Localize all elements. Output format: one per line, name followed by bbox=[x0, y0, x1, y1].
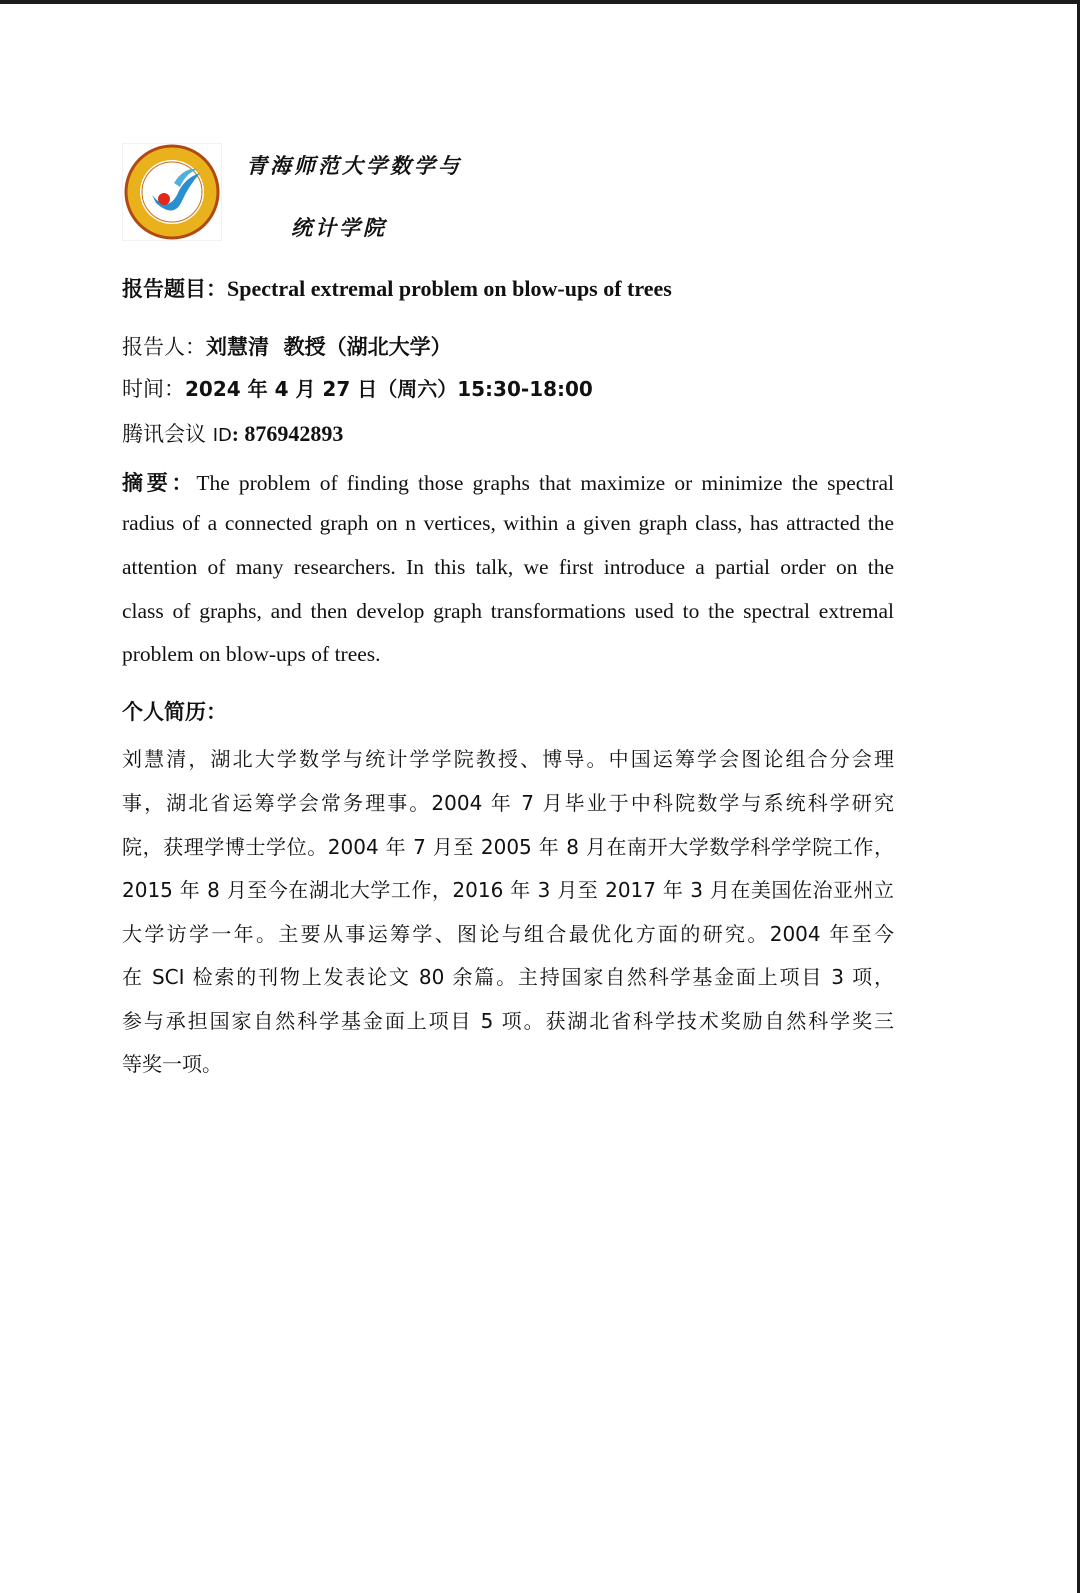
top-border bbox=[0, 0, 1080, 4]
bio-line: 院，获理学博士学位。2004 年 7 月至 2005 年 8 月在南开大学数学科学学院工作， bbox=[122, 835, 894, 859]
abstract-line: class of graphs, and then develop graph transformations used to the spectral extremal bbox=[122, 599, 894, 623]
talk-title-value: Spectral extremal problem on blow-ups of trees bbox=[227, 276, 672, 301]
abstract-line: problem on blow-ups of trees. bbox=[122, 642, 381, 666]
talk-title bbox=[122, 273, 672, 303]
school-name-line2: 统计学院 bbox=[291, 216, 387, 240]
bio-line: 在 SCI 检索的刊物上发表论文 80 余篇。主持国家自然科学基金面上项目 3 项， bbox=[122, 965, 894, 989]
meeting-id-label: ID bbox=[212, 425, 232, 446]
talk-title-label: 报告题目： bbox=[122, 277, 227, 301]
bio-line: 大学访学一年。主要从事运筹学、图论与组合最优化方面的研究。2004 年至今 bbox=[122, 922, 894, 946]
speaker-label: 报告人： bbox=[122, 335, 206, 359]
abstract-line: radius of a connected graph on n vertices, within a given graph class, has attracted the bbox=[122, 511, 894, 535]
abstract-line: attention of many researchers. In this talk, we first introduce a partial order on the bbox=[122, 555, 894, 579]
time-label: 时间： bbox=[122, 377, 185, 401]
university-logo bbox=[122, 143, 222, 241]
meeting-id-value: 876942893 bbox=[238, 421, 344, 446]
bio-line: 参与承担国家自然科学基金面上项目 5 项。获湖北省科学技术奖励自然科学奖三 bbox=[122, 1009, 894, 1033]
abstract-line bbox=[122, 467, 894, 497]
bio-line: 等奖一项。 bbox=[122, 1052, 222, 1076]
speaker bbox=[122, 331, 452, 361]
bio-line: 事，湖北省运筹学会常务理事。2004 年 7 月毕业于中科院数学与系统科学研究 bbox=[122, 791, 894, 815]
bio-line: 刘慧清，湖北大学数学与统计学学院教授、博导。中国运筹学会图论组合分会理 bbox=[122, 747, 894, 771]
school-name-line1: 青海师范大学数学与 bbox=[246, 154, 462, 178]
abstract-label: 摘要： bbox=[122, 471, 197, 495]
meeting-id bbox=[122, 418, 343, 448]
bio-line: 2015 年 8 月至今在湖北大学工作，2016 年 3 月至 2017 年 3 月在美国佐治亚州立 bbox=[122, 878, 894, 902]
time bbox=[122, 373, 593, 403]
meeting-label: 腾讯会议 bbox=[122, 422, 213, 446]
speaker-value: 刘慧清 教授（湖北大学） bbox=[206, 335, 452, 359]
abstract-text: The problem of finding those graphs that maximize or minimize the spectral bbox=[196, 471, 894, 495]
bio-heading: 个人简历： bbox=[122, 700, 227, 724]
meeting-colon: : bbox=[231, 422, 239, 446]
time-value: 2024 年 4 月 27 日（周六）15:30-18:00 bbox=[185, 377, 593, 401]
